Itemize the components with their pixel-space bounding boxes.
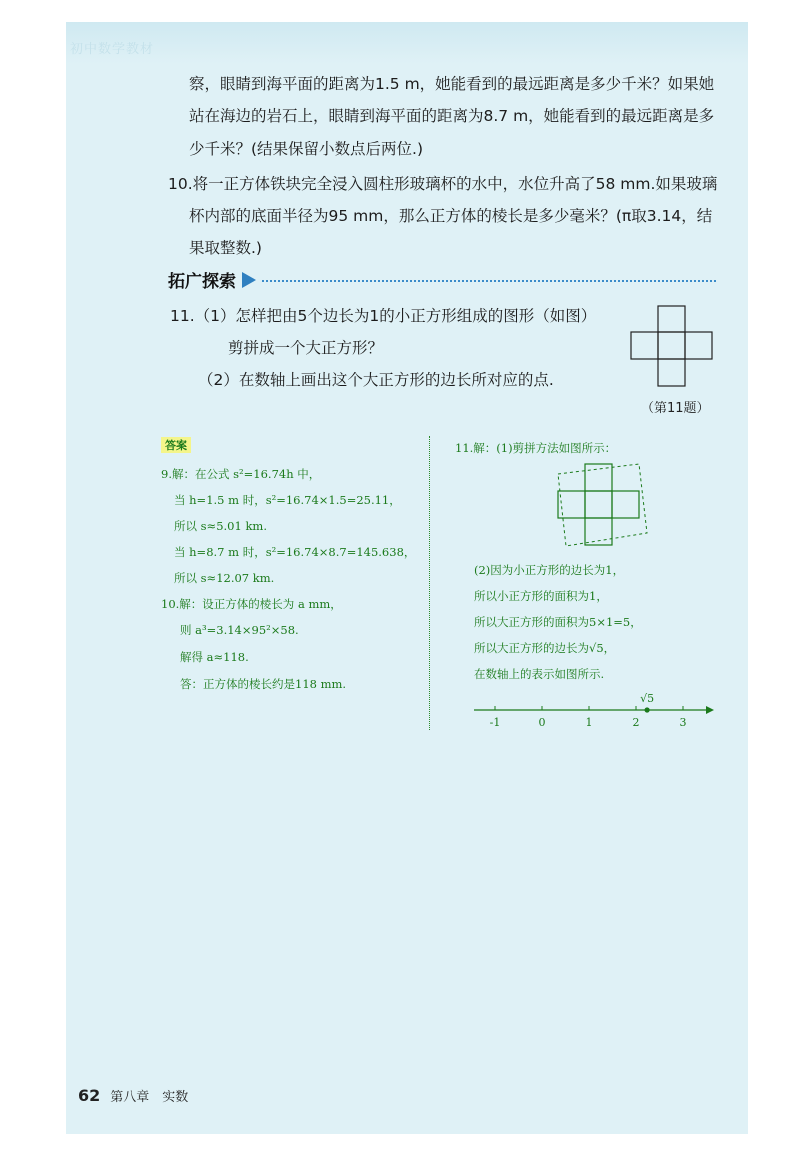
answer-divider (429, 436, 430, 730)
header-watermark: 初中数学教材 (70, 42, 155, 57)
cross-figure (630, 305, 720, 387)
answer-line: 所以大正方形的边长为√5， (474, 641, 616, 655)
cross-square (631, 332, 658, 359)
figure-caption: （第11题） (641, 401, 710, 416)
number-line-tick-label: 0 (538, 716, 546, 729)
triangle-marker-icon (242, 272, 256, 288)
problem-10-line: 10.将一正方体铁块完全浸入圆柱形玻璃杯的水中，水位升高了58 mm.如果玻璃 (168, 175, 718, 193)
sqrt5-label: √5 (640, 692, 655, 705)
answer-line: 当 h=8.7 m 时，s²=16.74×8.7=145.638， (174, 545, 416, 559)
sqrt5-point (644, 707, 649, 712)
number-line (470, 690, 715, 730)
problem-11-part1-cont: 剪拼成一个大正方形？ (228, 339, 384, 357)
section-title: 拓广探索 (168, 272, 236, 292)
problem-line: 少千米？(结果保留小数点后两位.) (189, 140, 424, 158)
cross-square (658, 306, 685, 332)
page-footer (78, 1086, 188, 1105)
cross-square (658, 332, 685, 359)
section-heading (168, 267, 716, 292)
problem-11-part1: 11.（1）怎样把由5个边长为1的小正方形组成的图形（如图） (170, 307, 597, 325)
number-line-tick-label: 1 (585, 716, 593, 729)
large-square-outline (558, 464, 647, 546)
answer-line: 所以 s≈12.07 km. (174, 571, 275, 585)
answer-line: 当 h=1.5 m 时，s²=16.74×1.5=25.11， (174, 493, 401, 507)
number-line-tick-label: 3 (679, 716, 687, 729)
axis-arrow-icon (706, 706, 714, 714)
problem-line: 站在海边的岩石上，眼睛到海平面的距离为8.7 m，她能看到的最远距离是多 (189, 107, 715, 125)
answer-line: 10.解：设正方体的棱长为 a mm， (161, 597, 342, 611)
cross-square (658, 359, 685, 386)
answer-line: 解得 a≈118. (180, 650, 249, 664)
problem-line: 察，眼睛到海平面的距离为1.5 m，她能看到的最远距离是多少千米？如果她 (189, 75, 715, 93)
cross-square (685, 332, 712, 359)
chapter-title: 第八章 实数 (110, 1090, 189, 1105)
header-strip (66, 22, 748, 64)
dotted-rule (262, 280, 716, 282)
number-line-tick-label: -1 (489, 716, 501, 729)
cross-square (585, 491, 612, 518)
answer-line: 9.解：在公式 s²=16.74h 中， (161, 467, 321, 481)
answer-tag: 答案 (161, 437, 191, 453)
answer-line: 则 a³=3.14×95²×58. (180, 623, 299, 637)
answer-line: 答：正方体的棱长约是118 mm. (180, 677, 347, 691)
cut-figure (550, 460, 670, 560)
answer-line: (2)因为小正方形的边长为1， (474, 563, 625, 577)
problem-10-line: 果取整数.) (189, 239, 262, 257)
number-line-tick-label: 2 (632, 716, 640, 729)
answer-line: 11.解：(1)剪拼方法如图所示： (455, 441, 617, 455)
answer-line: 在数轴上的表示如图所示. (474, 667, 605, 681)
answer-line: 所以小正方形的面积为1， (474, 589, 608, 603)
page-number: 62 (78, 1086, 101, 1105)
answer-line: 所以 s≈5.01 km. (174, 519, 267, 533)
problem-10-line: 杯内部的底面半径为95 mm，那么正方体的棱长是多少毫米？(π取3.14，结 (189, 207, 713, 225)
problem-11-part2: （2）在数轴上画出这个大正方形的边长所对应的点. (198, 371, 554, 389)
answer-line: 所以大正方形的面积为5×1=5， (474, 615, 642, 629)
cross-square (612, 491, 639, 518)
